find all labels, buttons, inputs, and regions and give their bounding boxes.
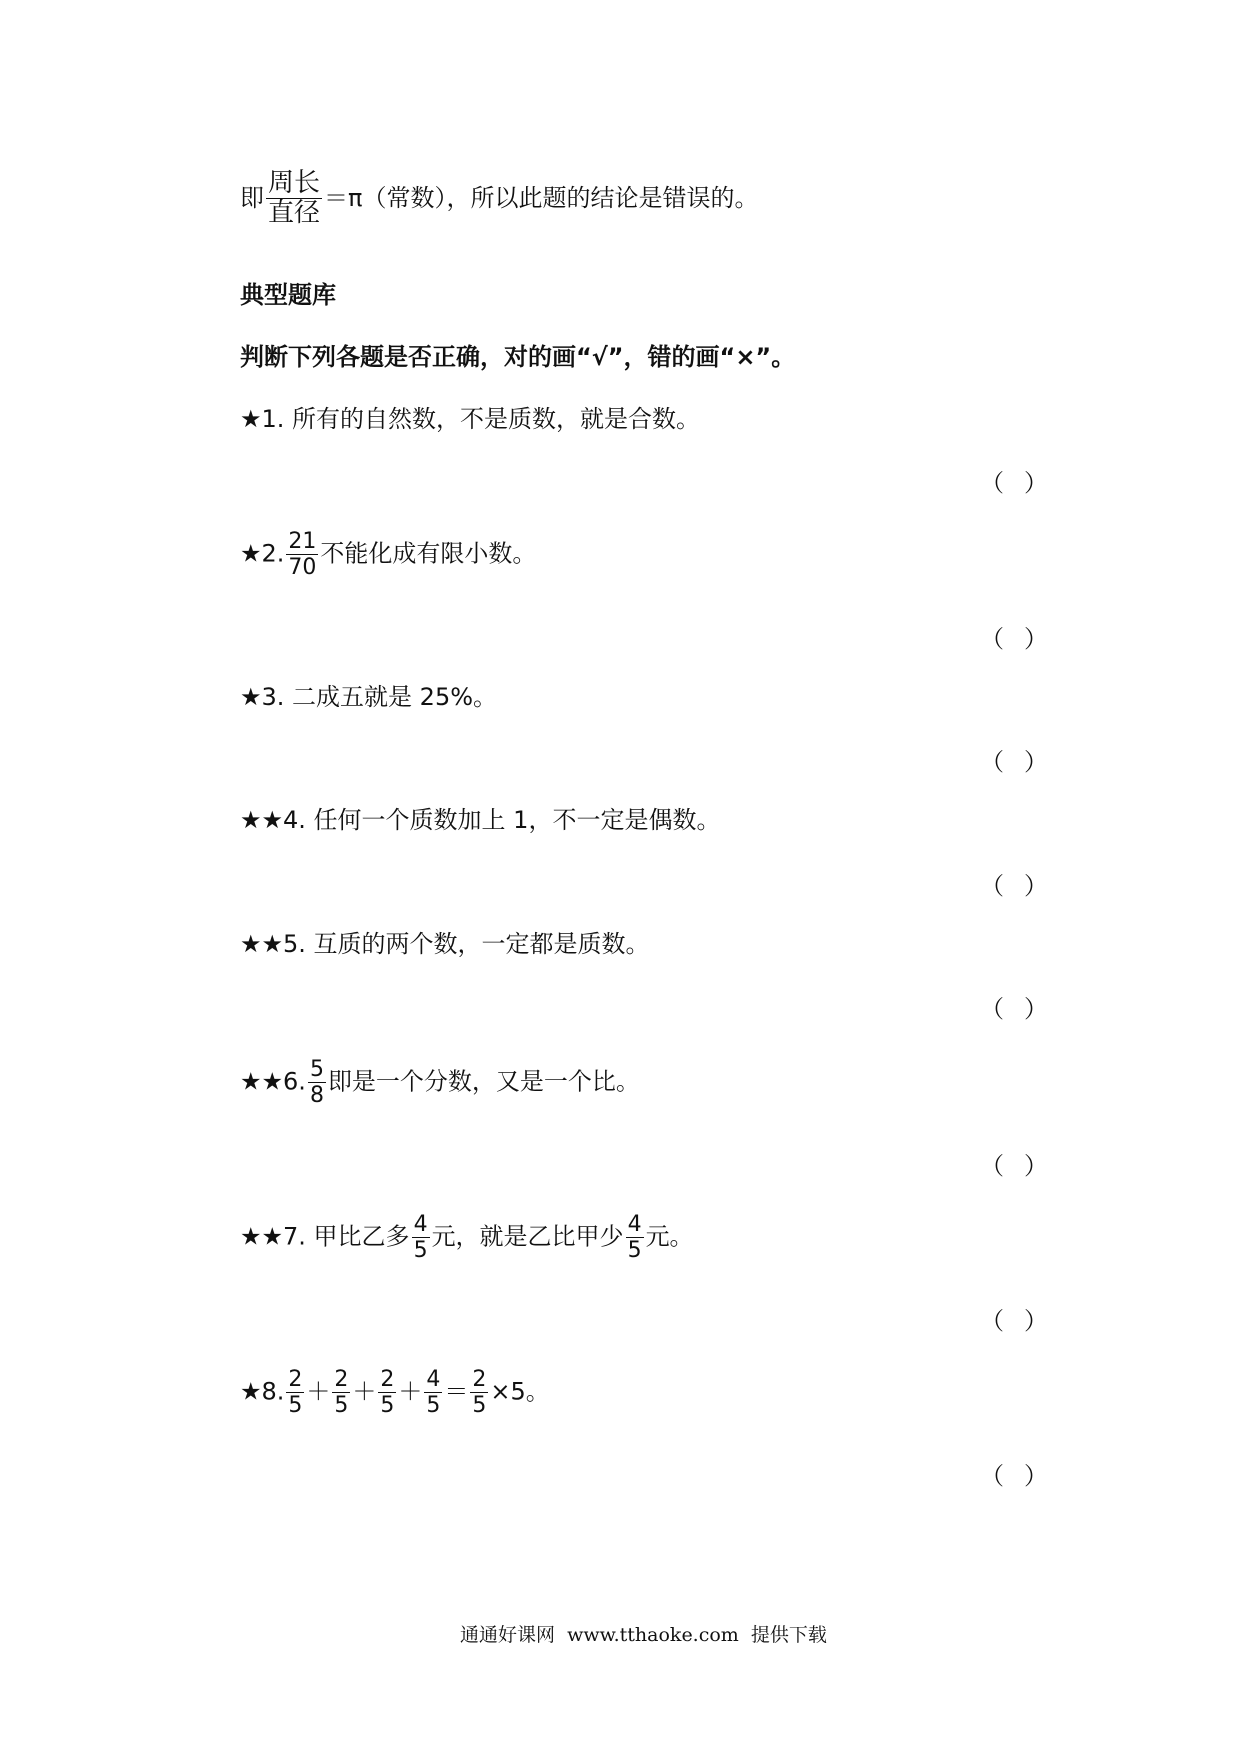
q8-operator-1: ＋	[306, 1377, 331, 1406]
q2-numerator: 21	[288, 529, 317, 554]
answer-blank-7[interactable]	[980, 1301, 1048, 1336]
q6-fraction	[308, 1058, 326, 1107]
question-3: ★3. 二成五就是 25%。	[240, 683, 498, 711]
paren-close: ）	[1024, 995, 1048, 1023]
q7-middle: 元，就是乙比甲少	[431, 1222, 624, 1251]
q2-prefix: ★2.	[240, 539, 285, 568]
q7-numerator-2: 4	[627, 1212, 642, 1237]
q7-denominator-2: 5	[627, 1238, 642, 1264]
paren-close: ）	[1024, 469, 1048, 497]
paren-open: （	[980, 995, 1004, 1023]
paren-close: ）	[1024, 1152, 1048, 1180]
paren-open: （	[980, 625, 1004, 653]
q7-fraction-2	[626, 1213, 644, 1262]
answer-blank-4[interactable]	[980, 866, 1048, 901]
paren-open: （	[980, 1462, 1004, 1490]
page-footer: 通通好课网 www.tthaoke.com 提供下载	[460, 1624, 827, 1646]
q8-operator-4: ＝	[444, 1377, 469, 1406]
q8-prefix: ★8.	[240, 1377, 285, 1406]
q2-suffix: 不能化成有限小数。	[320, 539, 537, 568]
question-8	[240, 1368, 550, 1417]
paren-close: ）	[1024, 625, 1048, 653]
question-7	[240, 1213, 694, 1262]
q8-numerator-4: 4	[426, 1367, 441, 1392]
q8-numerator-5: 2	[472, 1367, 487, 1392]
q6-prefix: ★★6.	[240, 1067, 306, 1096]
q8-denominator-4: 5	[426, 1393, 441, 1419]
question-5: ★★5. 互质的两个数，一定都是质数。	[240, 930, 650, 958]
answer-blank-3[interactable]	[980, 742, 1048, 777]
paren-close: ）	[1024, 748, 1048, 776]
paren-open: （	[980, 469, 1004, 497]
q6-denominator: 8	[309, 1083, 324, 1109]
q8-fraction-5	[470, 1368, 488, 1417]
intro-prefix: 即	[240, 183, 264, 212]
paren-open: （	[980, 1307, 1004, 1335]
q8-numerator-2: 2	[334, 1367, 349, 1392]
intro-frac-numerator: 周长	[268, 168, 321, 198]
section-title: 典型题库	[240, 281, 336, 309]
answer-blank-2[interactable]	[980, 619, 1048, 654]
q2-denominator: 70	[288, 555, 317, 581]
question-6	[240, 1058, 640, 1107]
q6-numerator: 5	[309, 1057, 324, 1082]
intro-suffix: ＝π（常数），所以此题的结论是错误的。	[324, 183, 759, 212]
question-4: ★★4. 任何一个质数加上 1，不一定是偶数。	[240, 806, 721, 834]
paren-close: ）	[1024, 872, 1048, 900]
q8-fraction-3	[378, 1368, 396, 1417]
paren-close: ）	[1024, 1307, 1048, 1335]
paren-open: （	[980, 872, 1004, 900]
q8-denominator-2: 5	[334, 1393, 349, 1419]
intro-fraction	[266, 170, 322, 228]
intro-line	[240, 170, 758, 228]
paren-open: （	[980, 748, 1004, 776]
q8-fraction-1	[286, 1368, 304, 1417]
answer-blank-5[interactable]	[980, 989, 1048, 1024]
q8-denominator-5: 5	[472, 1393, 487, 1419]
answer-blank-1[interactable]	[980, 463, 1048, 498]
q2-fraction	[286, 530, 318, 579]
q8-fraction-4	[424, 1368, 442, 1417]
question-2	[240, 530, 536, 579]
q8-suffix: ×5。	[490, 1377, 550, 1406]
q7-numerator-1: 4	[413, 1212, 428, 1237]
intro-frac-denominator: 直径	[268, 198, 321, 229]
paren-close: ）	[1024, 1462, 1048, 1490]
q8-denominator-3: 5	[380, 1393, 395, 1419]
q8-denominator-1: 5	[288, 1393, 303, 1419]
q7-suffix: 元。	[645, 1222, 694, 1251]
q7-prefix: ★★7. 甲比乙多	[240, 1222, 410, 1251]
q8-operator-2: ＋	[352, 1377, 377, 1406]
answer-blank-6[interactable]	[980, 1146, 1048, 1181]
q8-operator-3: ＋	[398, 1377, 423, 1406]
q7-denominator-1: 5	[413, 1238, 428, 1264]
question-1: ★1. 所有的自然数，不是质数，就是合数。	[240, 405, 701, 433]
paren-open: （	[980, 1152, 1004, 1180]
q7-fraction-1	[412, 1213, 430, 1262]
q8-numerator-1: 2	[288, 1367, 303, 1392]
answer-blank-8[interactable]	[980, 1456, 1048, 1491]
q6-suffix: 即是一个分数，又是一个比。	[327, 1067, 640, 1096]
instruction: 判断下列各题是否正确，对的画“√”，错的画“×”。	[240, 343, 796, 371]
q8-numerator-3: 2	[380, 1367, 395, 1392]
q8-fraction-2	[332, 1368, 350, 1417]
